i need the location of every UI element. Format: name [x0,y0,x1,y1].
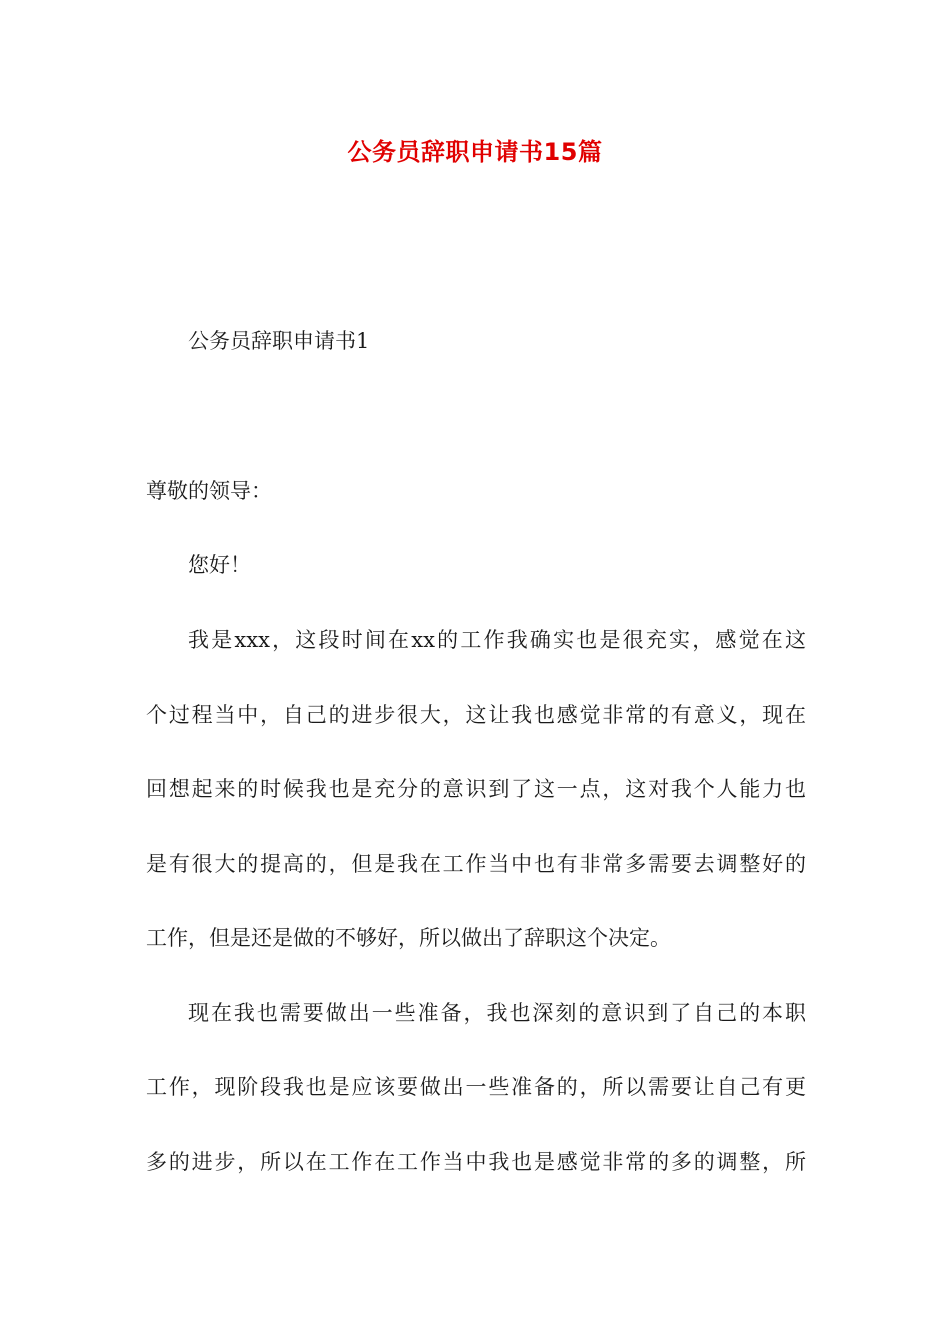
salutation: 尊敬的领导： [146,479,272,503]
section-heading: 公务员辞职申请书1 [188,329,370,353]
paragraph-line: 个过程当中，自己的进步很大，这让我也感觉非常的有意义，现在 [146,703,806,727]
paragraph-line: 工作，但是还是做的不够好，所以做出了辞职这个决定。 [146,926,671,950]
document-title: 公务员辞职申请书15篇 [347,138,603,166]
paragraph-line: 多的进步，所以在工作在工作当中我也是感觉非常的多的调整，所 [146,1150,806,1174]
greeting: 您好！ [188,553,251,577]
paragraph-line: 现在我也需要做出一些准备，我也深刻的意识到了自己的本职 [188,1001,806,1025]
paragraph-line: 回想起来的时候我也是充分的意识到了这一点，这对我个人能力也 [146,777,806,801]
paragraph-line: 是有很大的提高的，但是我在工作当中也有非常多需要去调整好的 [146,852,806,876]
paragraph-line: 我是xxx，这段时间在xx的工作我确实也是很充实，感觉在这 [188,628,806,652]
paragraph-line: 工作，现阶段我也是应该要做出一些准备的，所以需要让自己有更 [146,1075,806,1099]
